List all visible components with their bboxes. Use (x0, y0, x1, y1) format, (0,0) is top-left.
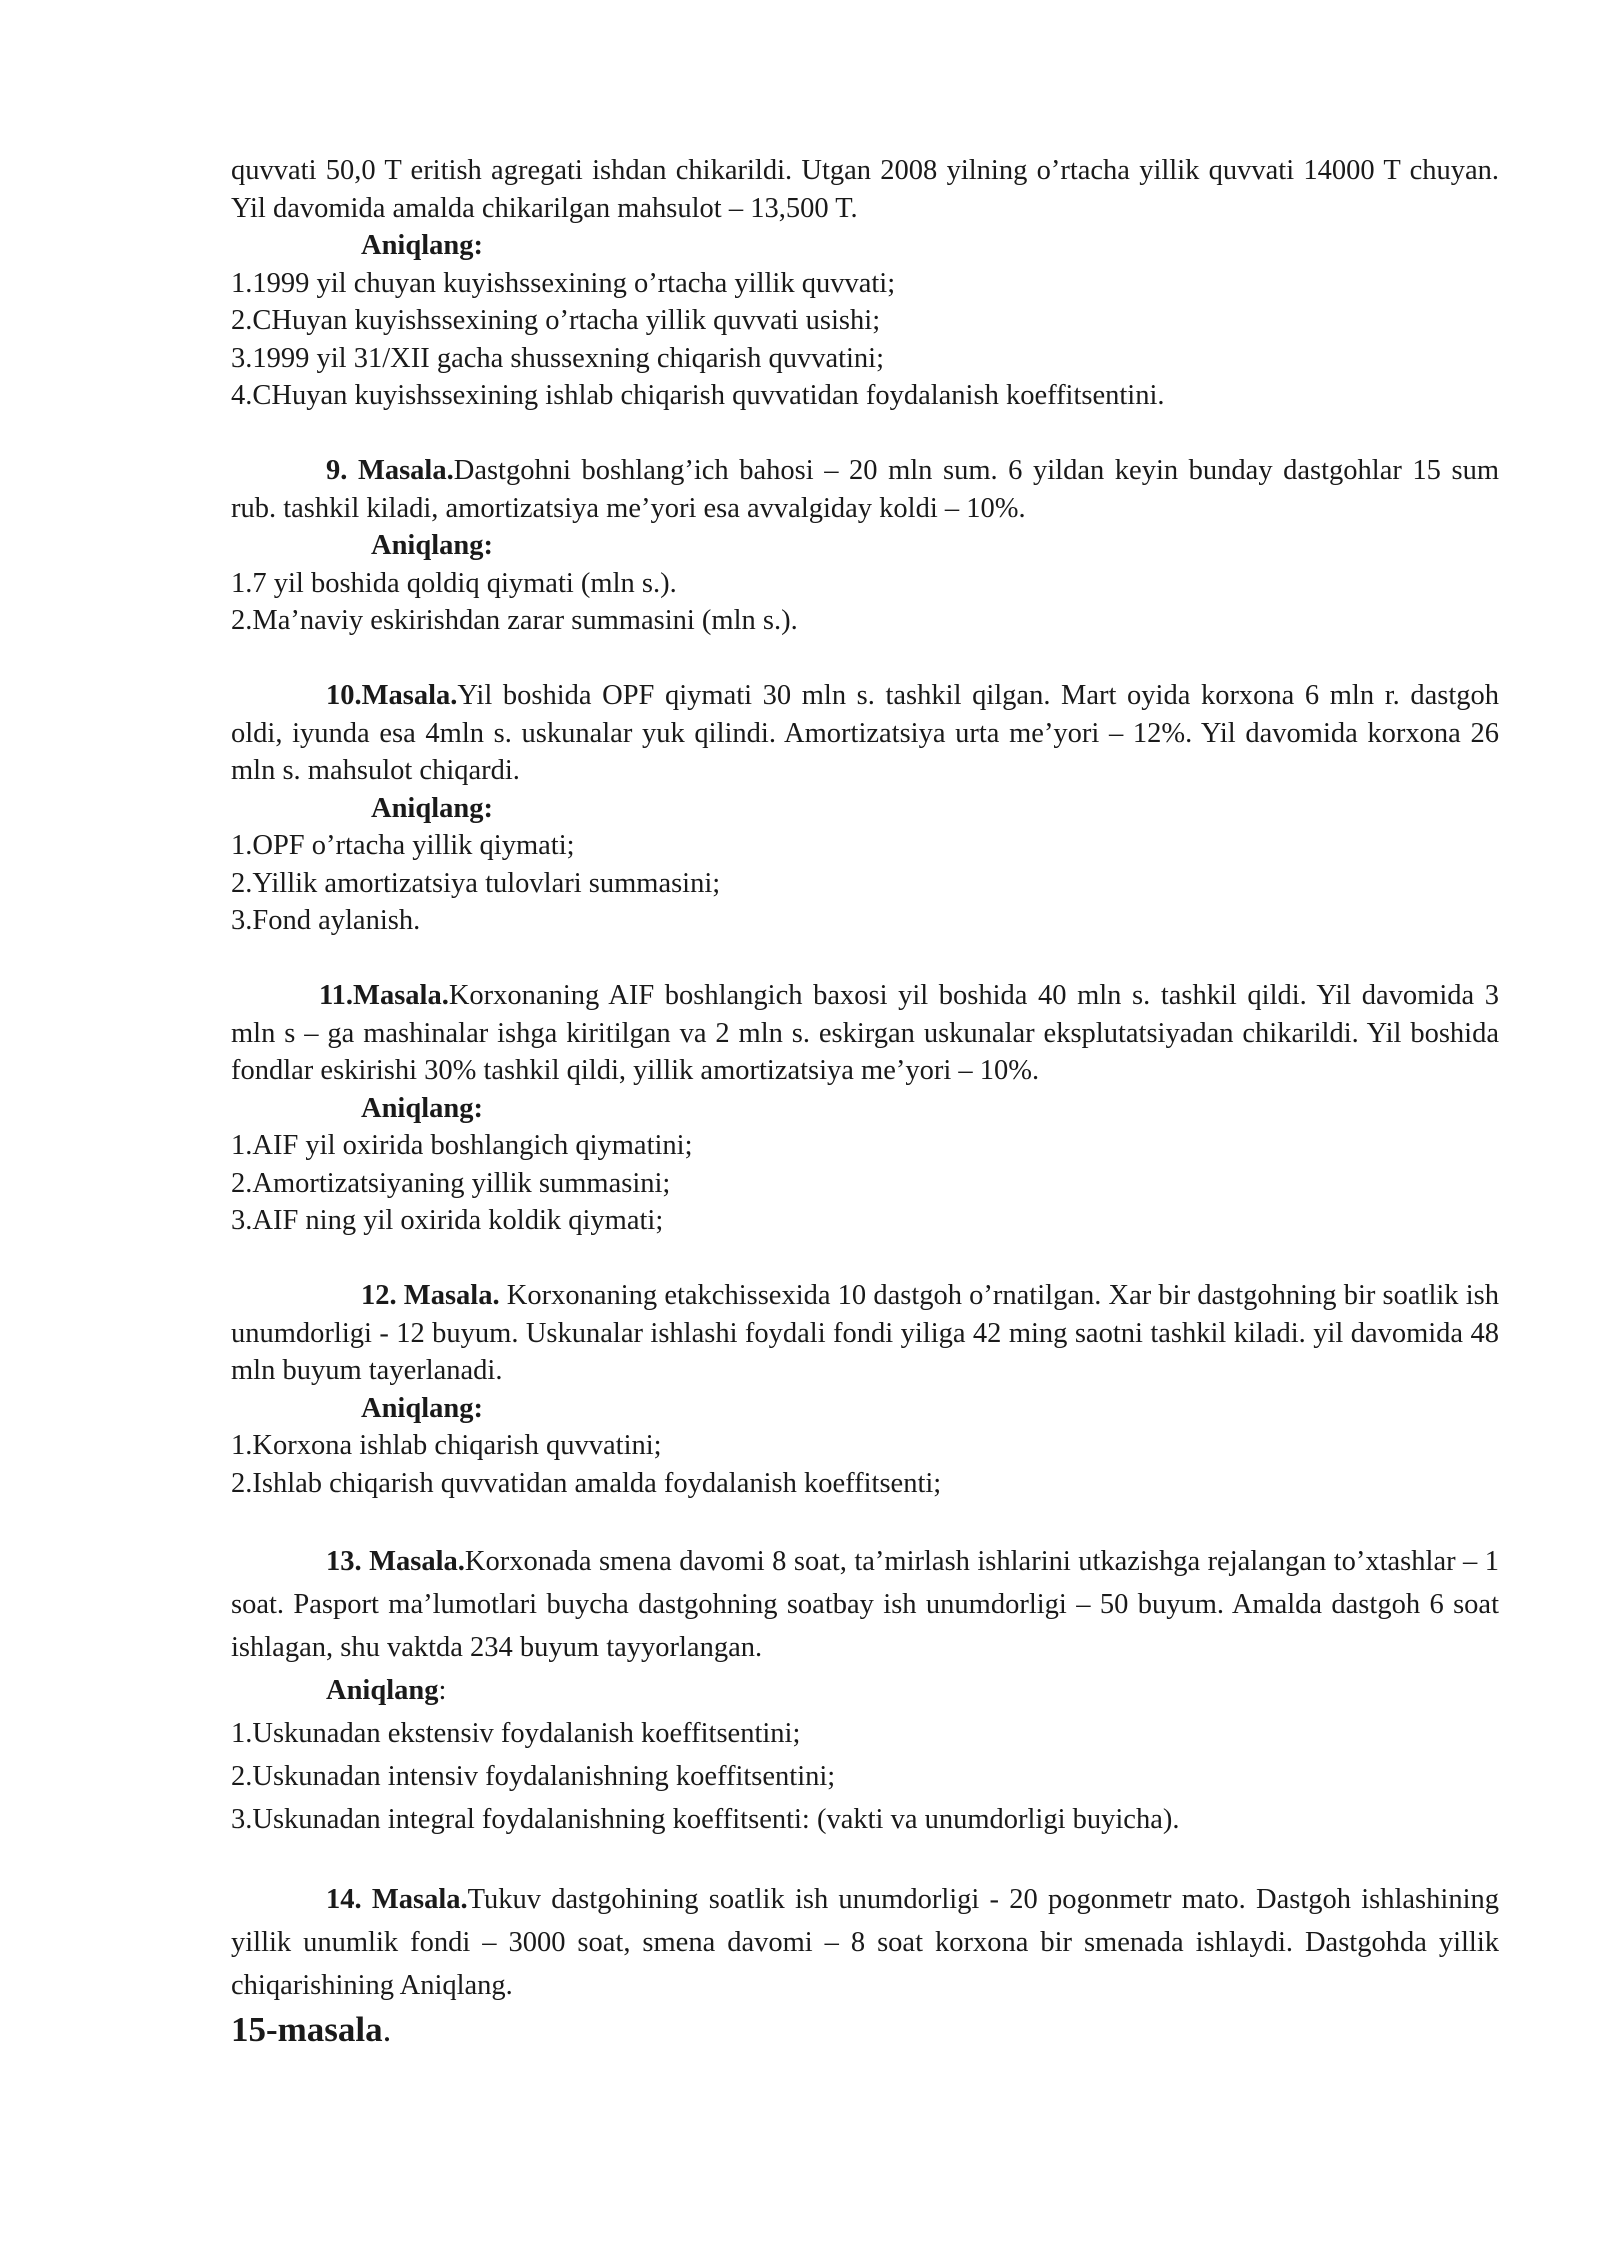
list-item: 1.AIF yil oxirida boshlangich qiymatini; (231, 1130, 693, 1161)
problem-12 (231, 1277, 1499, 1390)
list-item: 3.Fond aylanish. (231, 905, 421, 936)
problem-title: 10.Masala. (326, 680, 458, 711)
aniqlang-heading: Aniqlang: (371, 530, 493, 561)
problem-text: Korxonada smena davomi 8 soat, ta’mirlash ishlarini utkazishga rejalangan to’xtashlar – 1 soat. Pasport ma’lumotlari buycha dastgohning soatbay ish unumdorligi – 50 buyum. Amalda dastgoh 6 soat ishlagan, shu vaktda 234 buyum tayyorlangan. (231, 1545, 1499, 1663)
problem-15 (231, 2007, 1499, 2053)
list-item: 1.Uskunadan ekstensiv foydalanish koeffitsentini; (231, 1717, 801, 1749)
list-item: 1.7 yil boshida qoldiq qiymati (mln s.). (231, 567, 677, 599)
problem-title: 12. Masala. (361, 1280, 500, 1311)
aniqlang-heading: Aniqlang: (361, 230, 483, 261)
aniqlang-heading: Aniqlang: (361, 1092, 483, 1124)
aniqlang-colon: : (438, 1674, 447, 1706)
aniqlang-heading: Aniqlang: (371, 792, 493, 824)
list-item: 1.Korxona ishlab chiqarish quvvatini; (231, 1430, 662, 1461)
list-item: 2.CHuyan kuyishssexining o’rtacha yillik quvvati usishi; (231, 305, 881, 336)
problem-9 (231, 452, 1499, 527)
document-page (231, 152, 1499, 2053)
problem-text: Yil boshida OPF qiymati 30 mln s. tashkil qilgan. Mart oyida korxona 6 mln r. dastgoh oldi, iyunda esa 4mln s. uskunalar yuk qilindi. Amortizatsiya urta me’yori – 12%. Yil davomida korxona 26 mln s. mahsulot chiqardi. (231, 680, 1499, 786)
problem-10 (231, 677, 1499, 790)
problem-title: 13. Masala. (326, 1545, 465, 1577)
problem-14 (231, 1878, 1499, 2007)
problem-title: 14. Masala. (326, 1884, 468, 1915)
list-item: 4.CHuyan kuyishssexining ishlab chiqarish quvvatidan foydalanish koeffitsentini. (231, 380, 1165, 411)
problem-title: 9. Masala. (326, 455, 454, 486)
list-item: 2.Ishlab chiqarish quvvatidan amalda foydalanish koeffitsenti; (231, 1467, 942, 1499)
intro-paragraph: quvvati 50,0 T eritish agregati ishdan chikarildi. Utgan 2008 yilning o’rtacha yillik quvvati 14000 T chuyan. Yil davomida amalda chikarilgan mahsulot – 13,500 T. (231, 155, 1499, 224)
problem-11 (231, 977, 1499, 1090)
title-dot: . (382, 2010, 392, 2049)
problem-title: 11.Masala. (319, 980, 449, 1011)
list-item: 3.AIF ning yil oxirida koldik qiymati; (231, 1205, 664, 1236)
problem-title: 15-masala (231, 2010, 383, 2049)
aniqlang-heading (231, 1669, 1499, 1712)
list-item: 1.OPF o’rtacha yillik qiymati; (231, 830, 575, 861)
problem-text: Dastgohni boshlang’ich bahosi – 20 mln sum. 6 yildan keyin bunday dastgohlar 15 sum rub. tashkil kiladi, amortizatsiya me’yori esa avvalgiday koldi – 10%. (231, 455, 1499, 524)
problem-text: Tukuv dastgohining soatlik ish unumdorligi - 20 pogonmetr mato. Dastgoh ishlashining yillik unumlik fondi – 3000 soat, smena davomi – 8 soat korxona bir smenada ishlaydi. Dastgohda yillik chiqarishining Aniqlang. (231, 1884, 1499, 2001)
list-item: 2.Ma’naviy eskirishdan zarar summasini (mln s.). (231, 605, 798, 636)
problem-13 (231, 1540, 1499, 1669)
problem-text: Korxonaning etakchissexida 10 dastgoh o’rnatilgan. Xar bir dastgohning bir soatlik ish unumdorligi - 12 buyum. Uskunalar ishlashi foydali fondi yiliga 42 ming saotni tashkil kiladi. yil davomida 48 mln buyum tayerlanadi. (231, 1280, 1499, 1386)
list-item: 2.Yillik amortizatsiya tulovlari summasini; (231, 867, 721, 899)
aniqlang-heading: Aniqlang: (361, 1392, 483, 1424)
list-item: 3.Uskunadan integral foydalanishning koeffitsenti: (vakti va unumdorligi buyicha). (231, 1803, 1180, 1835)
list-item: 2.Amortizatsiyaning yillik summasini; (231, 1167, 671, 1199)
problem-text: Korxonaning AIF boshlangich baxosi yil boshida 40 mln s. tashkil qildi. Yil davomida 3 mln s – ga mashinalar ishga kiritilgan va 2 mln s. eskirgan uskunalar eksplutatsiyadan chikarildi. Yil boshida fondlar eskirishi 30% tashkil qildi, yillik amortizatsiya me’yori – 10%. (231, 980, 1499, 1086)
aniqlang-label: Aniqlang (326, 1674, 439, 1706)
list-item: 3.1999 yil 31/XII gacha shussexning chiqarish quvvatini; (231, 342, 885, 374)
list-item: 1.1999 yil chuyan kuyishssexining o’rtacha yillik quvvati; (231, 267, 896, 299)
list-item: 2.Uskunadan intensiv foydalanishning koeffitsentini; (231, 1760, 836, 1792)
